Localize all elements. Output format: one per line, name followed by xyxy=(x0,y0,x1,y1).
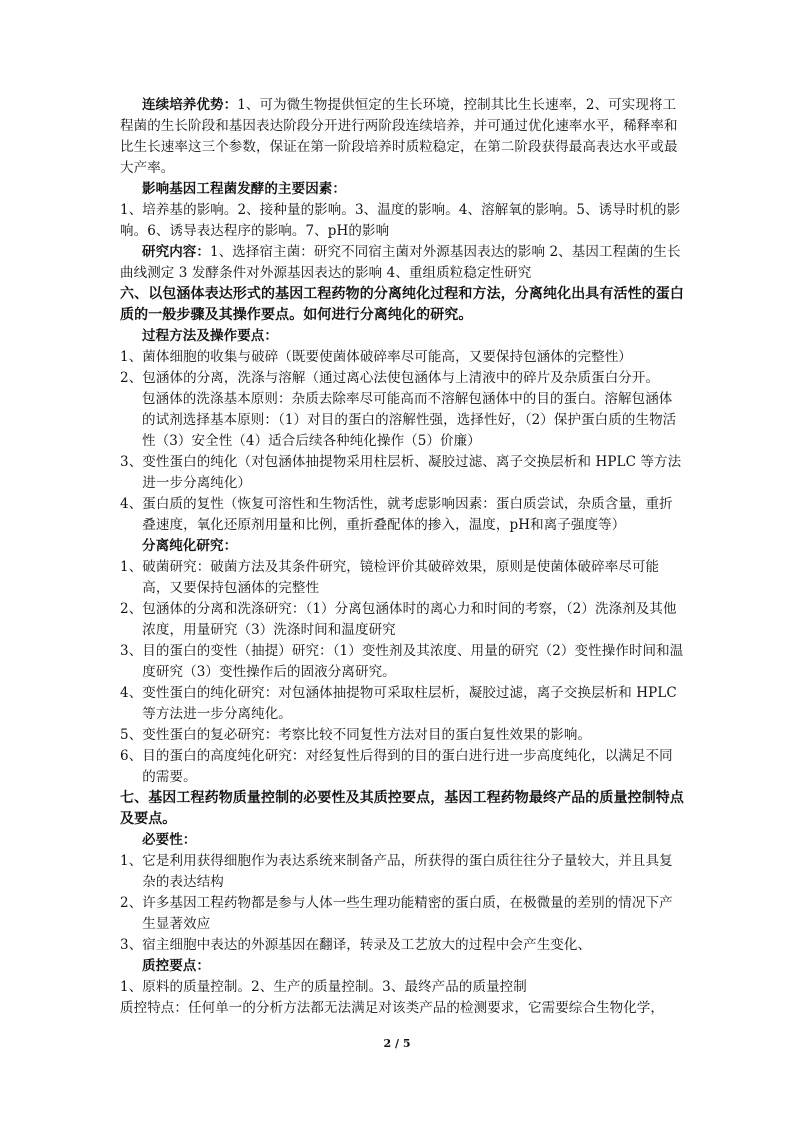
list-text: 变性蛋白的复必研究：考察比较不同复性方法对目的蛋白复性效果的影响。 xyxy=(142,727,592,743)
list-text: 包涵体的分离和洗涤研究：（1）分离包涵体时的离心力和时间的考察，（2）洗涤剂及其他浓度，用量研究（3）洗涤时间和温度研究 xyxy=(142,601,677,638)
list-number: 2、 xyxy=(120,895,143,911)
list-text: 变性蛋白的纯化研究：对包涵体抽提物可采取柱层析，凝胶过滤，离子交换层析和 HPLC 等方法进一步分离纯化。 xyxy=(142,685,677,722)
list-text: 宿主细胞中表达的外源基因在翻译，转录及工艺放大的过程中会产生变化、 xyxy=(142,937,592,953)
list-item xyxy=(120,599,684,641)
paragraph-text: 1、选择宿主菌：研究不同宿主菌对外源基因表达的影响 2、基因工程菌的生长曲线测定 3 发酵条件对外源基因表达的影响 4、重组质粒稳定性研究 xyxy=(120,244,681,281)
list-text: 变性蛋白的纯化（对包涵体抽提物采用柱层析、凝胶过滤、离子交换层析和 HPLC 等方法进一步分离纯化） xyxy=(142,454,682,491)
list-item xyxy=(120,893,684,935)
term-heading: 连续培养优势： xyxy=(142,97,238,113)
list-text: 包涵体的分离，洗涤与溶解（通过离心法使包涵体与上清液中的碎片及杂质蛋白分开。 xyxy=(142,370,660,386)
list-number: 3、 xyxy=(120,937,143,953)
list-number: 1、 xyxy=(120,979,143,995)
paragraph-factors: 1、培养基的影响。2、接种量的影响。3、温度的影响。4、溶解氧的影响。5、诱导时机的影响。6、诱导表达程序的影响。7、pH的影响 xyxy=(120,202,681,239)
list-number: 6、 xyxy=(120,748,143,764)
section-heading-six: 六、以包涵体表达形式的基因工程药物的分离纯化过程和方法，分离纯化出具有活性的蛋白质的一般步骤及其操作要点。如何进行分离纯化的研究。 xyxy=(120,286,684,323)
list-item xyxy=(120,452,684,494)
list-item xyxy=(120,347,684,368)
paragraph-qc-features: 质控特点：任何单一的分析方法都无法满足对该类产品的检测要求，它需要综合生物化学， xyxy=(120,1000,664,1016)
list-item xyxy=(120,494,684,536)
subheading-qc-points: 质控要点： xyxy=(142,958,210,974)
term-heading: 研究内容： xyxy=(142,244,210,260)
list-continuation: 包涵体的洗涤基本原则：杂质去除率尽可能高而不溶解包涵体中的目的蛋白。溶解包涵体的试剂选择基本原则：（1）对目的蛋白的溶解性强，选择性好，（2）保护蛋白质的生物活性（3）安全性（4）适合后续各种纯化操作（5）价廉） xyxy=(142,391,677,449)
paragraph-research-content xyxy=(120,242,684,284)
paragraph-text: 1、可为微生物提供恒定的生长环境，控制其比生长速率，2、可实现将工程菌的生长阶段和基因表达阶段分开进行两阶段连续培养，并可通过优化速率水平，稀释率和比生长速率这三个参数，保证在第一阶段培养时质粒稳定，在第二阶段获得最高表达水平或最大产率。 xyxy=(120,97,678,176)
list-number: 5、 xyxy=(120,727,143,743)
paragraph-continuous-culture xyxy=(120,95,684,179)
subheading-process: 过程方法及操作要点： xyxy=(142,328,278,344)
document-body xyxy=(120,95,684,1019)
list-item xyxy=(120,935,684,956)
list-text: 目的蛋白的变性（抽提）研究：（1）变性剂及其浓度、用量的研究（2）变性操作时间和温度研究（3）变性操作后的固液分离研究。 xyxy=(142,643,684,680)
list-number: 1、 xyxy=(120,349,143,365)
list-text: 目的蛋白的高度纯化研究：对经复性后得到的目的蛋白进行进一步高度纯化，以满足不同的需要。 xyxy=(142,748,673,785)
list-number: 4、 xyxy=(120,496,143,512)
list-item xyxy=(120,641,684,683)
list-number: 3、 xyxy=(120,454,143,470)
list-item xyxy=(120,368,684,389)
list-text: 破菌研究：破菌方法及其条件研究，镜检评价其破碎效果，原则是使菌体破碎率尽可能高，又要保持包涵体的完整性 xyxy=(142,559,660,596)
list-text: 它是利用获得细胞作为表达系统来制备产品，所获得的蛋白质往往分子量较大，并且具复杂的表达结构 xyxy=(142,853,673,890)
subheading-factors: 影响基因工程菌发酵的主要因素： xyxy=(142,181,346,197)
section-heading-seven: 七、基因工程药物质量控制的必要性及其质控要点，基因工程药物最终产品的质量控制特点及要点。 xyxy=(120,790,684,827)
list-item xyxy=(120,977,684,998)
list-text: 菌体细胞的收集与破碎（既要使菌体破碎率尽可能高，又要保持包涵体的完整性） xyxy=(142,349,632,365)
list-number: 1、 xyxy=(120,559,143,575)
list-number: 4、 xyxy=(120,685,143,701)
list-item xyxy=(120,725,684,746)
page-number: 2 / 5 xyxy=(383,1037,411,1050)
list-text: 原料的质量控制。2、生产的质量控制。3、最终产品的质量控制 xyxy=(142,979,527,995)
list-number: 2、 xyxy=(120,370,143,386)
list-item xyxy=(120,683,684,725)
subheading-separation: 分离纯化研究： xyxy=(142,538,238,554)
list-item xyxy=(120,746,684,788)
list-text: 蛋白质的复性（恢复可溶性和生物活性，就考虑影响因素：蛋白质尝试，杂质含量，重折叠速度，氧化还原剂用量和比例，重折叠配体的掺入，温度，pH和离子强度等） xyxy=(142,496,673,533)
subheading-necessity: 必要性： xyxy=(142,832,197,848)
list-number: 3、 xyxy=(120,643,143,659)
list-text: 许多基因工程药物都是参与人体一些生理功能精密的蛋白质，在极微量的差别的情况下产生显著效应 xyxy=(142,895,673,932)
list-item xyxy=(120,851,684,893)
list-number: 1、 xyxy=(120,853,143,869)
list-number: 2、 xyxy=(120,601,143,617)
list-item xyxy=(120,557,684,599)
